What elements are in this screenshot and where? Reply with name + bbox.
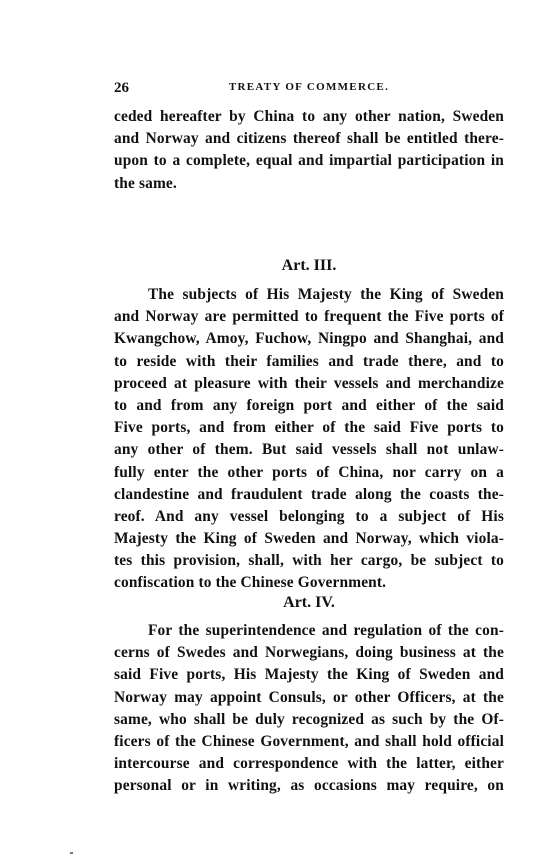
text-line: personal or in writing, as occasions may require, on [114,777,504,795]
text-line: ficers of the Chinese Government, and shall hold official [114,732,504,750]
text-line: said Five ports, His Majesty the King of Sweden and [114,666,504,684]
continuation-paragraph [114,106,504,195]
text-line: to reside with their families and trade there, and to [114,352,504,370]
article-4-heading: Art. IV. [283,594,335,611]
page-header [114,80,504,100]
page-number: 26 [114,80,129,96]
text-line: tes this provision, shall, with her cargo, be subject to [114,552,504,570]
article-3-paragraph [114,284,504,595]
running-head: TREATY OF COMMERCE. [228,81,390,93]
text-line: confiscation to the Chinese Government. [114,574,387,592]
text-line: Majesty the King of Sweden and Norway, which viola- [114,530,504,548]
text-line: The subjects of His Majesty the King of Sweden [148,286,504,303]
article-3-heading: Art. III. [281,257,337,274]
text-line: and Norway are permitted to frequent the Five ports of [114,308,504,326]
text-line: ceded hereafter by China to any other nation, Sweden [114,108,504,125]
text-line: Five ports, and from either of the said Five ports to [114,419,504,437]
text-line: fully enter the other ports of China, nor carry on a [114,463,504,481]
text-line: reof. And any vessel belonging to a subject of His [114,507,504,525]
text-line: proceed at pleasure with their vessels and merchandize [114,374,504,392]
text-line: Norway may appoint Consuls, or other Officers, at the [114,688,504,706]
text-line: clandestine and fraudulent trade along the coasts the- [114,485,504,503]
text-line: Kwangchow, Amoy, Fuchow, Ningpo and Shanghai, and [114,330,504,348]
text-line: For the superintendence and regulation of the con- [148,622,504,639]
scan-speck [70,852,73,854]
text-line: same, who shall be duly recognized as such by the Of- [114,710,504,728]
text-line: and Norway and citizens thereof shall be entitled there- [114,130,504,148]
article-4-paragraph [114,620,504,798]
text-line: upon to a complete, equal and impartial participation in [114,152,504,170]
text-line: intercourse and correspondence with the latter, either [114,755,504,773]
text-line: any other of them. But said vessels shall not unlaw- [114,441,504,459]
text-line: the same. [114,174,177,192]
text-line: cerns of Swedes and Norwegians, doing business at the [114,644,504,662]
text-line: to and from any foreign port and either of the said [114,396,504,414]
